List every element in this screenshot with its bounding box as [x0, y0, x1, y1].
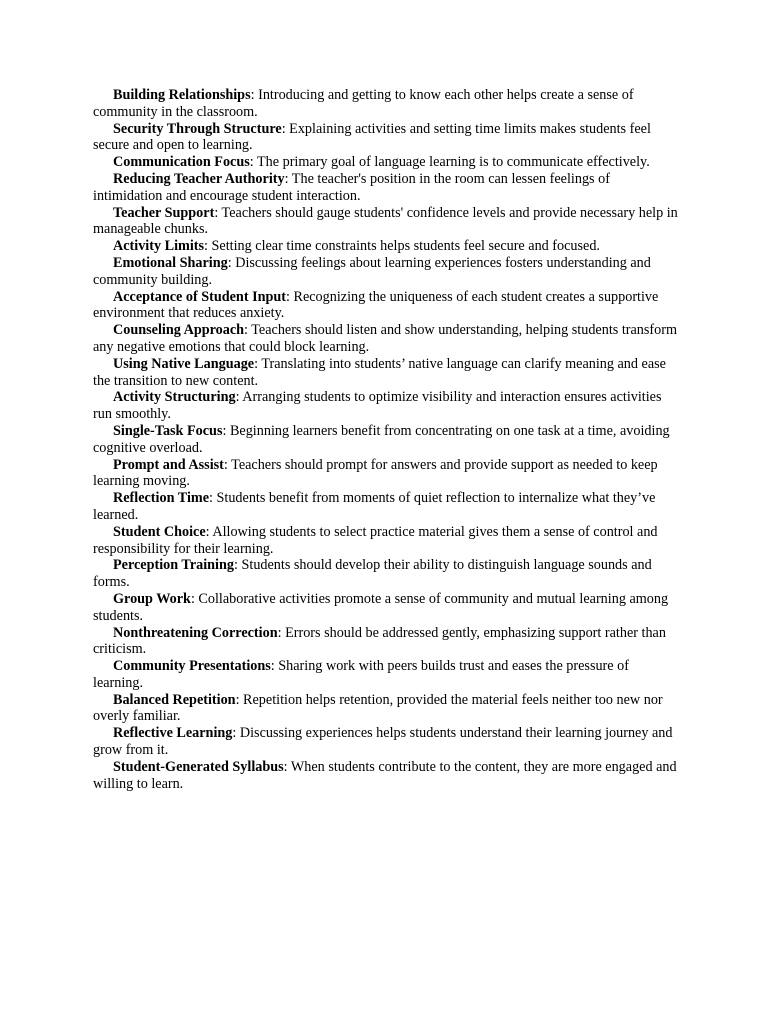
entry-term: Security Through Structure — [113, 120, 282, 137]
entry-term: Nonthreatening Correction — [113, 624, 278, 641]
entry-term: Group Work — [113, 590, 191, 607]
entry-term: Perception Training — [113, 557, 234, 574]
entry-term: Prompt and Assist — [113, 456, 224, 473]
entry-text: : Collaborative activities promote a sense of community and mutual learning among students. — [93, 590, 669, 624]
entry-term: Teacher Support — [113, 204, 215, 221]
entry-acceptance-of-student-input — [93, 289, 678, 323]
entry-security-through-structure — [93, 121, 678, 155]
entry-term: Acceptance of Student Input — [113, 288, 287, 305]
entry-term: Reflective Learning — [113, 725, 233, 742]
entry-term: Using Native Language — [113, 355, 255, 372]
entry-nonthreatening-correction — [93, 625, 678, 659]
entry-text: : Sharing work with peers builds trust and eases the pressure of learning. — [93, 658, 629, 691]
entry-text: : When students contribute to the content, they are more engaged and willing to learn. — [93, 758, 677, 792]
entry-reflection-time — [93, 490, 678, 524]
entry-activity-limits — [93, 238, 678, 255]
entry-using-native-language — [93, 356, 678, 390]
entry-term: Balanced Repetition — [113, 691, 236, 708]
entry-text: : Students benefit from moments of quiet reflection to internalize what they’ve learned. — [93, 490, 656, 523]
entry-single-task-focus — [93, 423, 678, 457]
entry-text: : Translating into students’ native language can clarify meaning and ease the transition to new content. — [93, 355, 666, 389]
entry-text: : The primary goal of language learning is to communicate effectively. — [249, 154, 650, 171]
entry-prompt-and-assist — [93, 457, 678, 491]
entry-text: : Explaining activities and setting time limits makes students feel secure and open to learning. — [93, 120, 651, 154]
entry-text: : Introducing and getting to know each other helps create a sense of community in the classroom. — [93, 87, 634, 120]
entry-group-work — [93, 591, 678, 625]
entry-text: : Discussing experiences helps students understand their learning journey and grow from it. — [93, 725, 673, 759]
entry-term: Activity Structuring — [113, 389, 236, 406]
entry-term: Single-Task Focus — [113, 422, 223, 439]
entry-emotional-sharing — [93, 255, 678, 289]
entry-text: : Beginning learners benefit from concentrating on one task at a time, avoiding cognitive overload. — [93, 422, 670, 456]
entry-reflective-learning — [93, 725, 678, 759]
entry-student-generated-syllabus — [93, 759, 678, 793]
entry-perception-training — [93, 557, 678, 591]
entry-teacher-support — [93, 205, 678, 239]
document-page — [93, 87, 678, 792]
entry-text: : Teachers should prompt for answers and provide support as needed to keep learning moving. — [93, 456, 658, 490]
entry-term: Reducing Teacher Authority — [113, 170, 285, 187]
entry-text: : Recognizing the uniqueness of each student creates a supportive environment that reduces anxiety. — [93, 288, 659, 322]
entry-text: : Errors should be addressed gently, emphasizing support rather than criticism. — [93, 624, 666, 658]
entry-term: Student Choice — [113, 523, 206, 540]
entry-text: : Students should develop their ability to distinguish language sounds and forms. — [93, 557, 652, 591]
entry-text: : The teacher's position in the room can lessen feelings of intimidation and encourage student interaction. — [93, 170, 610, 204]
entry-term: Reflection Time — [113, 490, 210, 507]
entry-text: : Teachers should gauge students' confidence levels and provide necessary help in manageable chunks. — [93, 204, 678, 238]
entry-term: Activity Limits — [113, 238, 205, 255]
entry-term: Counseling Approach — [113, 322, 245, 339]
entry-reducing-teacher-authority — [93, 171, 678, 205]
entry-activity-structuring — [93, 389, 678, 423]
entry-community-presentations — [93, 658, 678, 692]
entry-term: Communication Focus — [113, 154, 250, 171]
entry-counseling-approach — [93, 322, 678, 356]
entry-term: Student-Generated Syllabus — [113, 758, 284, 775]
entry-text: : Setting clear time constraints helps students feel secure and focused. — [204, 238, 600, 255]
entry-term: Building Relationships — [113, 87, 251, 103]
entry-balanced-repetition — [93, 692, 678, 726]
entry-term: Emotional Sharing — [113, 254, 228, 271]
entry-term: Community Presentations — [113, 658, 271, 675]
entry-text: : Allowing students to select practice material gives them a sense of control and responsibility for their learning. — [93, 523, 658, 557]
entry-building-relationships — [93, 87, 678, 121]
entry-communication-focus — [93, 154, 678, 171]
entry-student-choice — [93, 524, 678, 558]
entry-text: : Teachers should listen and show understanding, helping students transform any negative emotions that could block learning. — [93, 322, 677, 355]
entry-text: : Repetition helps retention, provided the material feels neither too new nor overly familiar. — [93, 691, 663, 725]
entry-text: : Arranging students to optimize visibility and interaction ensures activities run smoothly. — [93, 389, 662, 423]
entry-text: : Discussing feelings about learning experiences fosters understanding and community building. — [93, 254, 651, 288]
